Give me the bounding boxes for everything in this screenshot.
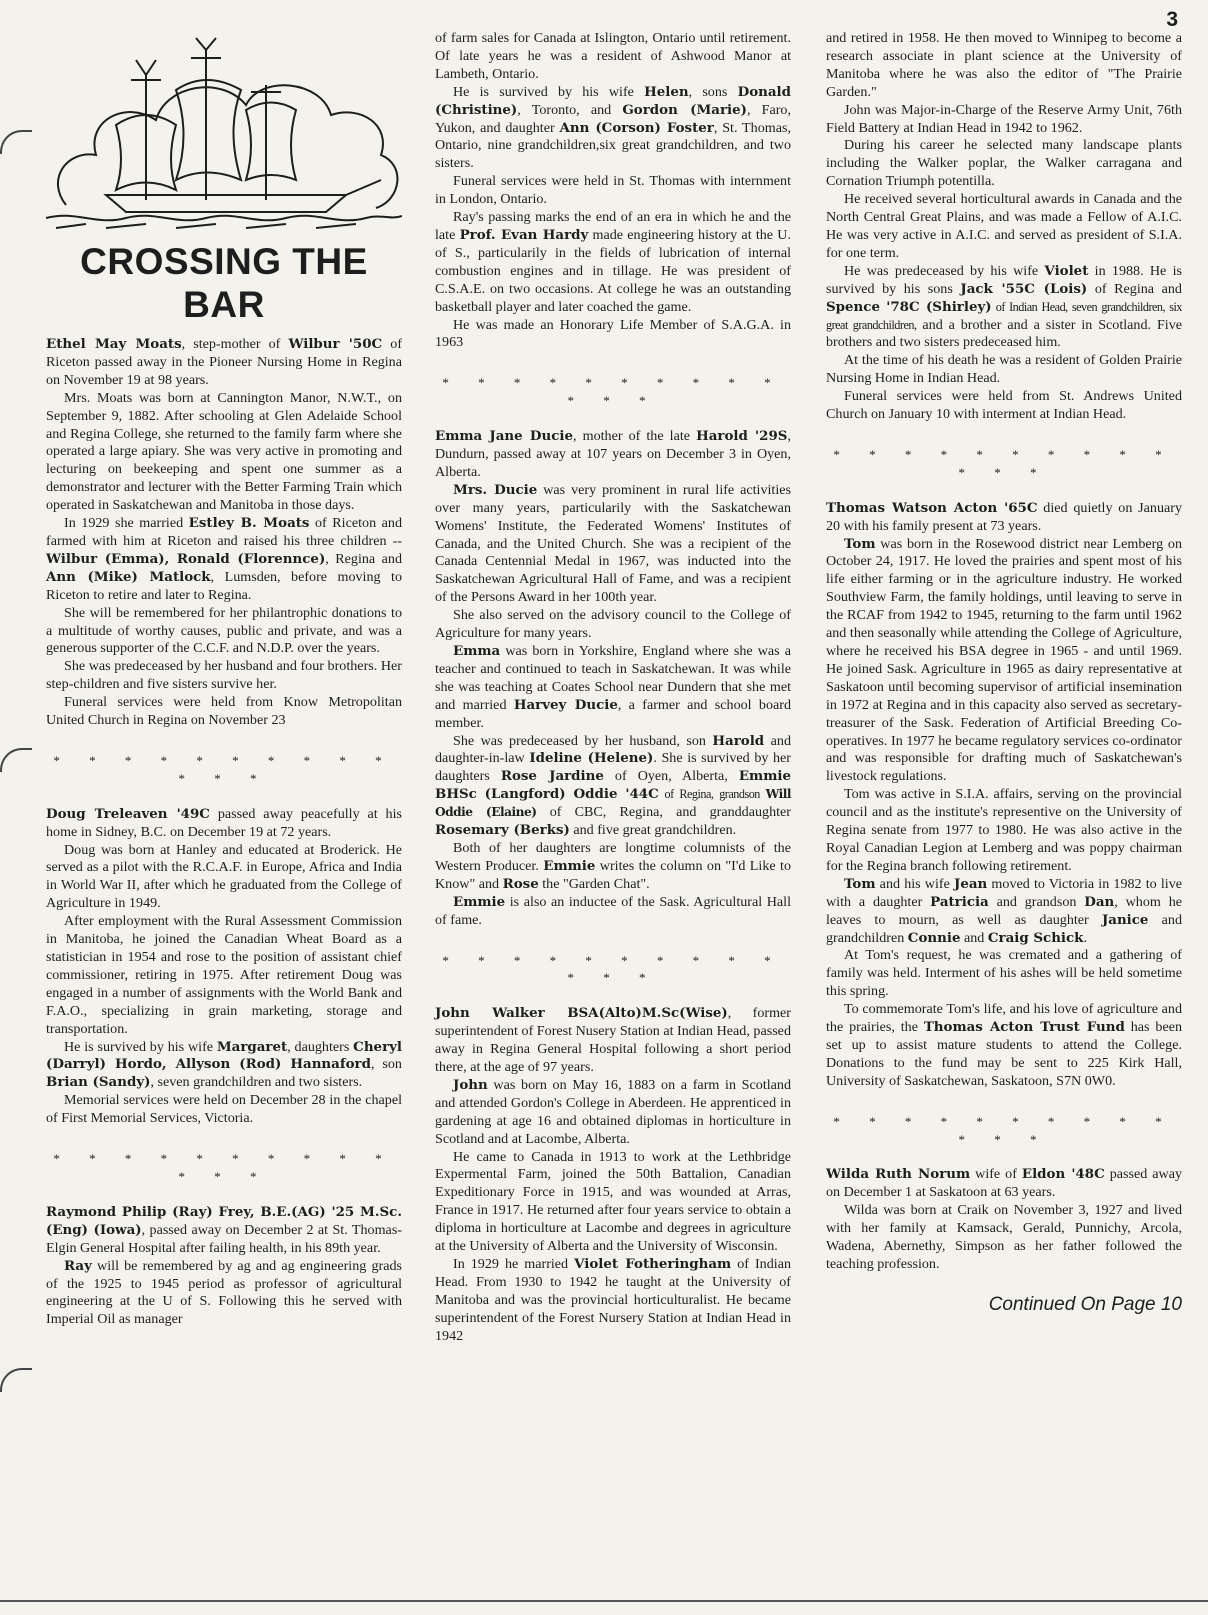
separator: * * * * * * * * * * * * * (833, 446, 1175, 480)
obituary-paragraph: Both of her daughters are longtime columnists of the Western Producer. Emmie writes the column on "I'd Like to Know" and Rose the "Garden Chat". (435, 839, 791, 892)
obituary-paragraph: He is survived by his wife Helen, sons Donald (Christine), Toronto, and Gordon (Marie), Faro, Yukon, and daughter Ann (Corson) Foster, St. Thomas, Ontario, nine grandchildren,six great grandchildren, and two sisters. (435, 83, 792, 172)
separator: * * * * * * * * * * * * * (442, 952, 784, 986)
sailing-ship-illustration (46, 30, 402, 230)
obituary-paragraph: Wilda Ruth Norum wife of Eldon '48C passed away on December 1 at Saskatoon at 63 years. (826, 1166, 1182, 1201)
page-number: 3 (1166, 8, 1178, 31)
obituary-paragraph: After employment with the Rural Assessment Commission in Manitoba, he joined the Canadian Wheat Board as a statistician in 1954 and rose to the position of assistant chief commissioner, retiring in 1975. After retirement Doug was engaged in a number of assignments with the World Bank and F.A.O., specializing in grain marketing, storage and transportation. (46, 913, 402, 1037)
separator: * * * * * * * * * * * * * (53, 1151, 395, 1184)
obituary-paragraph: He was predeceased by his wife Violet in 1988. He is survived by his sons Jack '55C (Lois) of Regina and Spence '78C (Shirley) of Indian Head, seven grandchildren, six great grandchildren, and a brother and a sister in Scotland. Five brothers and two sisters predeceased him. (826, 262, 1182, 351)
obituary-paragraph: Ray will be remembered by ag and ag engineering grads of the 1925 to 1945 period as professor of agricultural engineering at the U of S. Following this he served with Imperial Oil as manager (46, 1257, 402, 1328)
obituary-paragraph: She will be remembered for her philantrophic donations to a multitude of worthy causes, public and private, and was a generous supporter of the C.C.F. and N.D.P. over the years. (46, 604, 402, 657)
obituary-paragraph: John was Major-in-Charge of the Reserve Army Unit, 76th Field Battery at Indian Head in 1942 to 1962. (826, 101, 1182, 136)
obituary-paragraph: and retired in 1958. He then moved to Winnipeg to become a research associate in plant science at the University of Manitoba where he was also the editor of "The Prairie Garden." (826, 30, 1182, 100)
obituary-paragraph: Mrs. Ducie was very prominent in rural life activities over many years, particularily with the Saskatchewan Womens' Institute, the Federated Womens' Institutes of Canada, and the United Church. She was a recipient of the Canada Centennial Medal in 1967, was inducted into the Saskatchewan Agricultural Hall of Fame, and was a recipient of the Persons Award in her 100th year. (435, 481, 791, 606)
separator: * * * * * * * * * * * * * (833, 1113, 1175, 1147)
bottom-rule (0, 1600, 1208, 1602)
column-3 (826, 30, 1182, 1314)
separator: * * * * * * * * * * * * * (442, 375, 784, 409)
column-2 (435, 30, 791, 1346)
obituary-paragraph: Doug Treleaven '49C passed away peacefully at his home in Sidney, B.C. on December 19 at 72 years. (46, 805, 402, 840)
obituary-paragraph: She was predeceased by her husband, son Harold and daughter-in-law Ideline (Helene). She is survived by her daughters Rose Jardine of Oyen, Alberta, Emmie BHSc (Langford) Oddie '44C of Regina, grandson Will Oddie (Elaine) of CBC, Regina, and granddaughter Rosemary (Berks) and five great grandchildren. (435, 732, 792, 839)
obituary-paragraph: Funeral services were held in St. Thomas with internment in London, Ontario. (435, 173, 791, 208)
obituary-paragraph: Emmie is also an inductee of the Sask. Agricultural Hall of fame. (435, 893, 791, 928)
separator: * * * * * * * * * * * * * (53, 752, 395, 786)
obituary-paragraph: He was made an Honorary Life Member of S.A.G.A. in 1963 (435, 316, 791, 351)
continued-note: Continued On Page 10 (988, 1293, 1182, 1315)
obituary-paragraph: Mrs. Moats was born at Cannington Manor, N.W.T., on September 9, 1882. After schooling at Glen Adelaide School and Regina College, she returned to the family farm where she operated a large apiary. She was very active in promoting and lecturing on beekeeping and spent one summer as a demonstrator and lecturer with the Better Farming Train which operated in Saskatchewan and Manitoba in those days. (46, 389, 402, 514)
obituary-paragraph: Funeral services were held from St. Andrews United Church on January 10 with interment at Indian Head. (826, 388, 1182, 423)
obituary-paragraph: She was predeceased by her husband and four brothers. Her step-children and five sisters survive her. (46, 658, 402, 693)
obituary-paragraph: In 1929 he married Violet Fotheringham of Indian Head. From 1930 to 1942 he taught at the University of Manitoba and was the provincial horticulturalist. He became superintendent of the Forest Nursery Station at Indian Head in 1942 (435, 1256, 791, 1344)
column-1 (46, 30, 402, 1329)
obituary-paragraph: Tom was active in S.I.A. affairs, serving on the provincial council and as the institute's representive on the University of Regina senate from 1977 to 1980. He was also active in the Royal Canadian Legion at Lemberg and was poppy chairman for the Regina branch following retirement. (826, 786, 1182, 874)
obituary-paragraph: John was born on May 16, 1883 on a farm in Scotland and attended Gordon's College in Aberdeen. He apprenticed in gardening at age 16 and obtained diplomas in horticulture in Scotland and at Lacombe, Alberta. (435, 1076, 791, 1147)
obituary-paragraph: During his career he selected many landscape plants including the Walker poplar, the Walker carragana and Cornation Triumph potentilla. (826, 137, 1182, 190)
obituary-paragraph: Emma was born in Yorkshire, England where she was a teacher and continued to teach in Saskatchewan. It was while she was teaching at Coates School near Dundern that she met and married Harvey Ducie, a farmer and school board member. (435, 643, 791, 731)
obituary-paragraph: of farm sales for Canada at Islington, Ontario until retirement. Of late years he was a resident of Ashwood Manor at Lambeth, Ontario. (435, 30, 791, 82)
obituary-paragraph: At Tom's request, he was cremated and a gathering of family was held. Interment of his ashes will be held sometime this spring. (826, 947, 1182, 1000)
section-title: CROSSING THE BAR (80, 241, 368, 325)
obituary-paragraph: Emma Jane Ducie, mother of the late Harold '29S, Dundurn, passed away at 107 years on December 3 in Oyen, Alberta. (435, 428, 791, 480)
obituary-paragraph: To commemorate Tom's life, and his love of agriculture and the prairies, the Thomas Acton Trust Fund has been set up to assist mature students to attend the College. Donations to the fund may be sent to 225 Kirk Hall, University of Saskatchewan, Saskatoon, S7N 0W0. (826, 1001, 1182, 1089)
obituary-paragraph: John Walker BSA(Alto)M.Sc(Wise), former superintendent of Forest Nusery Station at Indian Head, passed away in Regina General Hospital following a short period there, at the age of 97 years. (435, 1005, 791, 1076)
obituary-paragraph: Ray's passing marks the end of an era in which he and the late Prof. Evan Hardy made engineering history at the U. of S., particularily in the fields of lubrication of internal combustion engines and in tillage. He was president of C.S.A.E. on two occasions. At college he was an outstanding basketball player and later coached the game. (435, 209, 792, 315)
obituary-paragraph: He received several horticultural awards in Canada and the North Central Great Plains, and was made a Fellow of A.I.C. He was very active in A.I.C. and served as president of S.I.A. for one term. (826, 191, 1182, 261)
obituary-paragraph: Wilda was born at Craik on November 3, 1927 and lived with her family at Kamsack, Gerald, Punnichy, Arcola, Wadena, Abernethy, Simpson as her father followed the teaching profession. (826, 1202, 1182, 1272)
obituary-paragraph: Funeral services were held from Know Metropolitan United Church in Regina on November 23 (46, 694, 402, 729)
obituary-paragraph: Tom and his wife Jean moved to Victoria in 1982 to live with a daughter Patricia and grandson Dan, whom he leaves to mourn, as well as daughter Janice and grandchildren Connie and Craig Schick. (826, 875, 1183, 946)
obituary-paragraph: Ethel May Moats, step-mother of Wilbur '50C of Riceton passed away in the Pioneer Nursing Home in Regina on November 19 at 98 years. (46, 336, 403, 388)
obituary-paragraph: In 1929 she married Estley B. Moats of Riceton and farmed with him at Riceton and raised his three children -- Wilbur (Emma), Ronald (Florennce), Regina and Ann (Mike) Matlock, Lumsden, before moving to Riceton to retire and later to Regina. (46, 515, 402, 603)
obituary-paragraph: He is survived by his wife Margaret, daughters Cheryl (Darryl) Hordo, Allyson (Rod) Hannaford, son Brian (Sandy), seven grandchildren and two sisters. (46, 1038, 402, 1091)
margin-mark (0, 748, 32, 772)
obituary-paragraph: Doug was born at Hanley and educated at Broderick. He served as a pilot with the R.C.A.F. in Europe, Africa and India in World War II, after which he graduated from the College of Agriculture in 1949. (46, 841, 402, 912)
obituary-paragraph: He came to Canada in 1913 to work at the Lethbridge Expermental Farm, joined the 50th Battalion, Canadian Expeditionary Force in 1915, and was wounded at Arras, France in 1917. He returned after four years service to obtain a diploma in horticulture at Lacombe and degrees in agriculture at the University of Alberta and the University of Wisconsin. (435, 1148, 791, 1255)
margin-mark (0, 130, 32, 154)
obituary-paragraph: At the time of his death he was a resident of Golden Prairie Nursing Home in Indian Head. (826, 352, 1182, 387)
obituary-paragraph: Memorial services were held on December 28 in the chapel of First Memorial Services, Victoria. (46, 1092, 402, 1127)
obituary-paragraph: She also served on the advisory council to the College of Agriculture for many years. (435, 607, 791, 642)
obituary-paragraph: Tom was born in the Rosewood district near Lemberg on October 24, 1917. He loved the prairies and spent most of his life either farming or in the agriculture industry. He worked Southview Farm, the family holdings, until leaving to serve in the RCAF from 1942 to 1945, returning to the farm until 1962 and then seasonally while attending the College of Agriculture, where he received his BSA degree in 1965 - and until 1969. He joined Sask. Agriculture in 1965 as dairy representative at Saskatoon until becoming supervisor of artificial insemination in 1972 at Regina and in this capacity also served as secretary-treasurer of the Sask. Federation of Artificial Breeding Co-operatives. In 1977 he became regulatory services co-ordinator and was responsible for drafting much of Saskatchewan's livestock regulations. (826, 535, 1182, 785)
obituary-paragraph: Raymond Philip (Ray) Frey, B.E.(AG) '25 M.Sc.(Eng) (Iowa), passed away on December 2 at St. Thomas-Elgin General Hospital after failing health, in his 89th year. (46, 1203, 402, 1256)
margin-mark (0, 1368, 32, 1392)
obituary-paragraph: Thomas Watson Acton '65C died quietly on January 20 with his family present at 73 years. (826, 499, 1182, 534)
